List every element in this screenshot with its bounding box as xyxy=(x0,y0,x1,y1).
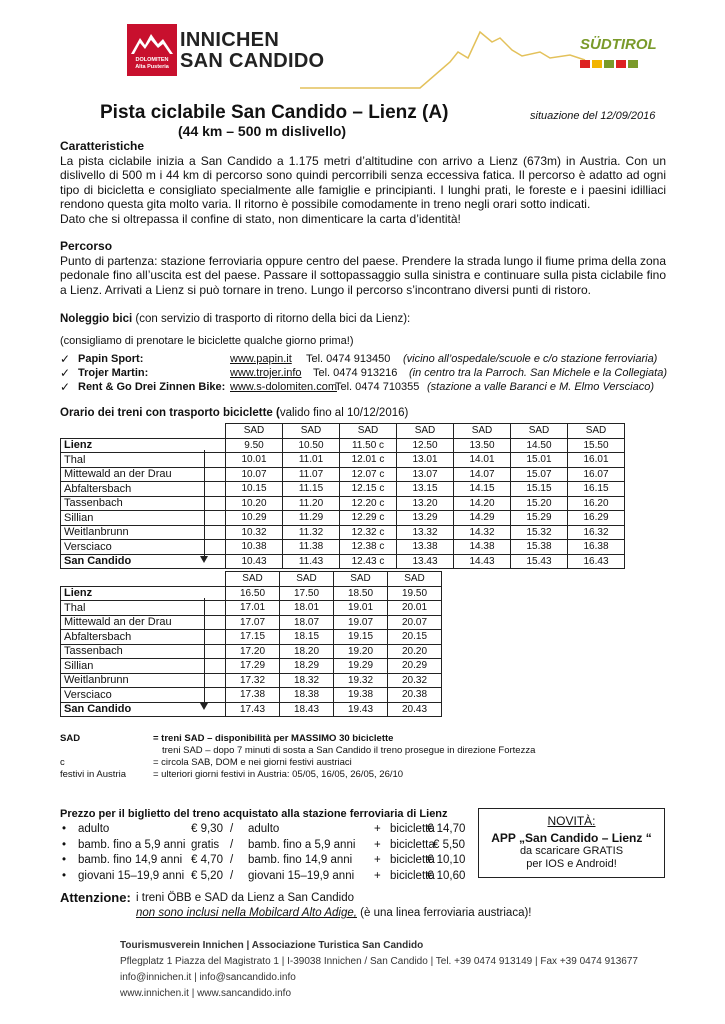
novita-line2: per IOS e Android! xyxy=(526,857,617,870)
shop-note: (in centro tra la Parroch. San Michele e la Collegiata) xyxy=(409,367,668,379)
time-cell: 11.43 xyxy=(283,554,340,569)
dolomiten-logo xyxy=(127,24,177,76)
time-cell: 13.38 xyxy=(397,540,454,555)
time-cell: 19.38 xyxy=(334,688,388,703)
time-cell: 17.50 xyxy=(280,586,334,601)
time-cell: 14.15 xyxy=(454,482,511,497)
station-cell: Lienz xyxy=(61,438,226,453)
footer xyxy=(120,938,638,1002)
station-cell: Lienz xyxy=(61,586,226,601)
suedtirol-stripes-icon xyxy=(580,60,642,68)
station-cell: Mittewald an der Drau xyxy=(61,615,226,630)
shop-note: (stazione a valle Baranci e M. Elmo Versciaco) xyxy=(427,381,655,393)
table-row xyxy=(61,615,442,630)
time-cell: 20.01 xyxy=(388,601,442,616)
time-cell: 20.32 xyxy=(388,673,442,688)
timetable-1 xyxy=(60,423,625,569)
price-total: € 10,60 xyxy=(427,869,466,882)
time-cell: 15.07 xyxy=(511,467,568,482)
header-blank-cell xyxy=(61,424,226,439)
table-row xyxy=(61,467,625,482)
time-cell: 13.43 xyxy=(397,554,454,569)
time-cell: 10.20 xyxy=(226,496,283,511)
bullet-icon: • xyxy=(62,854,67,866)
bike-label: bicicletta xyxy=(390,869,435,882)
prices-heading: Prezzo per il biglietto del treno acquistato alla stazione ferroviaria di Lienz xyxy=(60,808,448,820)
characteristics-text: La pista ciclabile inizia a San Candido a 1.175 metri d’altitudine con arrivo a Lienz (673m) in Austria. Con un dislivello di 500 m i 44 km di percorso sono quindi percorribili senza eccessiva fatica. Il percorso è adatto ad ogni tipo di bicicletta e consigliato specialmente alle famiglie e principianti. I lunghi prati, le foreste e i paesini idilliaci rendono questa gita molto varia. Il ritorno è possibile comodamente in treno negli orari sotto indicati. xyxy=(60,153,666,211)
time-cell: 15.29 xyxy=(511,511,568,526)
time-cell: 19.29 xyxy=(334,659,388,674)
footer-web: www.innichen.it | www.sancandido.info xyxy=(120,988,292,999)
plus-sign: + xyxy=(374,869,381,882)
station-cell: Tassenbach xyxy=(61,644,226,659)
attention-line1: i treni ÖBB e SAD da Lienz a San Candido xyxy=(136,892,354,904)
bullet-icon: • xyxy=(62,838,67,851)
price-category-2: adulto xyxy=(248,823,280,835)
station-cell: Mittewald an der Drau xyxy=(61,467,226,482)
time-cell: 16.15 xyxy=(568,482,625,497)
time-cell: 14.32 xyxy=(454,525,511,540)
time-cell: 14.07 xyxy=(454,467,511,482)
legend-key: festivi in Austria xyxy=(60,769,126,780)
time-cell: 12.20 c xyxy=(340,496,397,511)
time-cell: 16.32 xyxy=(568,525,625,540)
time-cell: 16.20 xyxy=(568,496,625,511)
novita-box xyxy=(478,808,665,878)
logo-text-alta-pusteria: Alta Pusteria xyxy=(135,64,169,70)
station-cell: Versciaco xyxy=(61,688,226,703)
table-row xyxy=(61,453,625,468)
time-cell: 9.50 xyxy=(226,438,283,453)
price-category: bamb. fino a 5,9 anni xyxy=(78,838,186,851)
time-cell: 13.29 xyxy=(397,511,454,526)
characteristics-heading: Caratteristiche xyxy=(60,139,145,153)
table-row xyxy=(61,673,442,688)
shop-name: Rent & Go Drei Zinnen Bike: xyxy=(78,381,226,393)
header-blank-cell xyxy=(61,572,226,587)
legend-desc: = ulteriori giorni festivi in Austria: 05/05, 16/05, 26/05, 26/10 xyxy=(153,769,404,780)
attention-line2-underlined: non sono inclusi nella Mobilcard Alto Adige, xyxy=(136,907,357,919)
time-cell: 16.43 xyxy=(568,554,625,569)
table-row xyxy=(61,586,442,601)
time-cell: 20.38 xyxy=(388,688,442,703)
table-row xyxy=(61,540,625,555)
time-cell: 20.07 xyxy=(388,615,442,630)
time-cell: 18.15 xyxy=(280,630,334,645)
table-row xyxy=(61,688,442,703)
station-cell: Tassenbach xyxy=(61,496,226,511)
time-cell: 14.50 xyxy=(511,438,568,453)
time-cell: 18.32 xyxy=(280,673,334,688)
time-cell: 11.38 xyxy=(283,540,340,555)
time-cell: 16.01 xyxy=(568,453,625,468)
time-cell: 13.01 xyxy=(397,453,454,468)
operator-header-cell: SAD xyxy=(454,424,511,439)
mountains-icon xyxy=(131,32,173,54)
time-cell: 10.38 xyxy=(226,540,283,555)
price-total: € 10,10 xyxy=(427,854,466,866)
time-cell: 11.50 c xyxy=(340,438,397,453)
time-cell: 15.20 xyxy=(511,496,568,511)
time-cell: 20.15 xyxy=(388,630,442,645)
time-cell: 12.15 c xyxy=(340,482,397,497)
time-cell: 15.32 xyxy=(511,525,568,540)
time-cell: 17.29 xyxy=(226,659,280,674)
time-cell: 20.29 xyxy=(388,659,442,674)
time-cell: 19.01 xyxy=(334,601,388,616)
time-cell: 11.29 xyxy=(283,511,340,526)
price-separator: / xyxy=(230,854,234,866)
time-cell: 15.38 xyxy=(511,540,568,555)
plus-sign: + xyxy=(374,838,381,851)
footer-org: Tourismusverein Innichen | Associazione Turistica San Candido xyxy=(120,940,424,951)
time-cell: 12.38 c xyxy=(340,540,397,555)
route-heading: Percorso xyxy=(60,239,113,253)
time-cell: 19.50 xyxy=(388,586,442,601)
table-row xyxy=(61,482,625,497)
time-cell: 19.32 xyxy=(334,673,388,688)
operator-header-cell: SAD xyxy=(340,424,397,439)
station-cell: San Candido xyxy=(61,554,226,569)
table-row xyxy=(61,554,625,569)
time-cell: 10.15 xyxy=(226,482,283,497)
novita-app: APP „San Candido – Lienz “ xyxy=(491,830,652,845)
time-cell: 16.50 xyxy=(226,586,280,601)
time-cell: 14.29 xyxy=(454,511,511,526)
page-title: Pista ciclabile San Candido – Lienz (A) xyxy=(100,102,449,123)
time-cell: 16.07 xyxy=(568,467,625,482)
time-cell: 11.20 xyxy=(283,496,340,511)
time-cell: 18.01 xyxy=(280,601,334,616)
time-cell: 19.20 xyxy=(334,644,388,659)
shop-phone: Tel. 0474 913216 xyxy=(313,367,398,379)
shop-phone: Tel. 0474 710355 xyxy=(335,381,420,393)
time-cell: 20.20 xyxy=(388,644,442,659)
table-row xyxy=(61,496,625,511)
time-cell: 12.07 c xyxy=(340,467,397,482)
operator-header-cell: SAD xyxy=(511,424,568,439)
time-cell: 18.50 xyxy=(334,586,388,601)
price-category-2: giovani 15–19,9 anni xyxy=(248,869,355,882)
station-cell: Weitlanbrunn xyxy=(61,673,226,688)
time-cell: 14.43 xyxy=(454,554,511,569)
price-value: € 9,30 xyxy=(191,823,223,835)
time-cell: 18.43 xyxy=(280,702,334,717)
shop-link[interactable]: www.trojer.info xyxy=(230,367,302,379)
price-category-2: bamb. fino a 5,9 anni xyxy=(248,838,356,851)
time-cell: 11.32 xyxy=(283,525,340,540)
characteristics-note: Dato che si oltrepassa il confine di stato, non dimenticare la carta d’identità! xyxy=(60,211,461,226)
direction-line xyxy=(204,450,205,557)
time-cell: 20.43 xyxy=(388,702,442,717)
legend-desc: treni SAD – dopo 7 minuti di sosta a San Candido il treno prosegue in direzione Fortezza xyxy=(162,745,536,756)
price-category: giovani 15–19,9 anni xyxy=(78,869,185,882)
time-cell: 16.38 xyxy=(568,540,625,555)
suedtirol-logo: SÜDTIROL xyxy=(580,36,657,53)
check-icon: ✓ xyxy=(60,352,71,366)
table-row xyxy=(61,525,625,540)
bullet-icon: • xyxy=(62,823,67,835)
characteristics-section xyxy=(60,139,666,226)
status-date: situazione del 12/09/2016 xyxy=(530,110,656,122)
check-icon: ✓ xyxy=(60,366,71,380)
time-cell: 12.01 c xyxy=(340,453,397,468)
time-cell: 17.15 xyxy=(226,630,280,645)
operator-header-cell: SAD xyxy=(226,424,283,439)
operator-header-cell: SAD xyxy=(388,572,442,587)
time-cell: 10.07 xyxy=(226,467,283,482)
station-cell: Thal xyxy=(61,601,226,616)
timetable-heading-row xyxy=(60,406,666,421)
time-cell: 16.29 xyxy=(568,511,625,526)
mountain-outline-icon xyxy=(300,10,590,90)
time-cell: 18.29 xyxy=(280,659,334,674)
time-cell: 12.43 c xyxy=(340,554,397,569)
route-text: Punto di partenza: stazione ferroviaria oppure centro del paese. Prendere la strada lungo il fiume prima della zona pedonale fino all’uscita est del paese. Passare il sottopassaggio sulla sinistra e continuare sulla pista ciclabile fino a Lienz. Arrivati a Lienz si può tornare in treno. Lungo il percorso s’incontrano diversi punti di ristoro. xyxy=(60,253,666,297)
time-cell: 12.29 c xyxy=(340,511,397,526)
time-cell: 17.38 xyxy=(226,688,280,703)
plus-sign: + xyxy=(374,854,381,866)
table-row xyxy=(61,601,442,616)
time-cell: 18.20 xyxy=(280,644,334,659)
time-cell: 13.32 xyxy=(397,525,454,540)
time-cell: 15.01 xyxy=(511,453,568,468)
price-category-2: bamb. fino 14,9 anni xyxy=(248,854,353,866)
time-cell: 18.07 xyxy=(280,615,334,630)
timetable-heading-rest: valido fino al 10/12/2016) xyxy=(279,407,409,419)
price-category: bamb. fino 14,9 anni xyxy=(78,854,183,866)
time-cell: 15.43 xyxy=(511,554,568,569)
operator-header-cell: SAD xyxy=(280,572,334,587)
time-cell: 14.38 xyxy=(454,540,511,555)
footer-address: Pflegplatz 1 Piazza del Magistrato 1 | I-39038 Innichen / San Candido | Tel. +39 0474 913149 | Fax +39 0474 913677 xyxy=(120,956,638,967)
price-value: € 5,20 xyxy=(191,869,223,882)
station-cell: Sillian xyxy=(61,511,226,526)
price-category: adulto xyxy=(78,823,110,835)
price-total: € 5,50 xyxy=(433,838,465,851)
shop-phone: Tel. 0474 913450 xyxy=(306,353,391,365)
table-row xyxy=(61,659,442,674)
direction-line xyxy=(204,598,205,704)
legend-key: c xyxy=(60,757,65,768)
shop-note: (vicino all’ospedale/scuole e c/o stazione ferroviaria) xyxy=(403,353,658,365)
time-cell: 19.15 xyxy=(334,630,388,645)
check-icon: ✓ xyxy=(60,380,71,394)
time-cell: 11.01 xyxy=(283,453,340,468)
operator-header-cell: SAD xyxy=(334,572,388,587)
timetable-heading: Orario dei treni con trasporto biciclette ( xyxy=(60,407,280,419)
station-cell: Thal xyxy=(61,453,226,468)
bike-label: bicicletta xyxy=(390,854,435,866)
time-cell: 10.32 xyxy=(226,525,283,540)
table-header-row xyxy=(61,424,625,439)
time-cell: 12.50 xyxy=(397,438,454,453)
table-row xyxy=(61,438,625,453)
operator-header-cell: SAD xyxy=(397,424,454,439)
time-cell: 17.01 xyxy=(226,601,280,616)
plus-sign: + xyxy=(374,823,381,835)
time-cell: 13.20 xyxy=(397,496,454,511)
page-subtitle: (44 km – 500 m dislivello) xyxy=(178,123,347,139)
time-cell: 18.38 xyxy=(280,688,334,703)
bike-label: bicicletta xyxy=(390,823,435,835)
station-cell: Sillian xyxy=(61,659,226,674)
legend-key: SAD xyxy=(60,733,81,744)
shop-name: Trojer Martin: xyxy=(78,367,149,379)
time-cell: 11.07 xyxy=(283,467,340,482)
station-cell: Weitlanbrunn xyxy=(61,525,226,540)
operator-header-cell: SAD xyxy=(226,572,280,587)
table-row xyxy=(61,630,442,645)
footer-email: info@innichen.it | info@sancandido.info xyxy=(120,972,296,983)
novita-title: NOVITÀ: xyxy=(547,814,596,828)
time-cell: 17.43 xyxy=(226,702,280,717)
time-cell: 19.07 xyxy=(334,615,388,630)
time-cell: 14.20 xyxy=(454,496,511,511)
time-cell: 17.32 xyxy=(226,673,280,688)
time-cell: 10.29 xyxy=(226,511,283,526)
time-cell: 13.15 xyxy=(397,482,454,497)
price-separator: / xyxy=(230,869,234,882)
time-cell: 10.43 xyxy=(226,554,283,569)
bike-label: bicicletta xyxy=(390,838,435,851)
arrow-down-icon xyxy=(200,703,208,710)
brand-line-innichen: INNICHEN xyxy=(180,29,280,51)
operator-header-cell: SAD xyxy=(283,424,340,439)
station-cell: Abfaltersbach xyxy=(61,482,226,497)
time-cell: 15.50 xyxy=(568,438,625,453)
rental-section xyxy=(60,312,666,327)
price-separator: / xyxy=(230,823,234,835)
time-cell: 19.43 xyxy=(334,702,388,717)
price-total: € 14,70 xyxy=(427,823,466,835)
rental-advice: (consigliamo di prenotare le biciclette qualche giorno prima!) xyxy=(60,335,354,347)
attention-label: Attenzione: xyxy=(60,890,131,905)
table-row xyxy=(61,644,442,659)
time-cell: 14.01 xyxy=(454,453,511,468)
legend-desc: = treni SAD – disponibilità per MASSIMO 30 biciclette xyxy=(153,733,394,744)
table-header-row xyxy=(61,572,442,587)
station-cell: San Candido xyxy=(61,702,226,717)
time-cell: 13.07 xyxy=(397,467,454,482)
time-cell: 13.50 xyxy=(454,438,511,453)
time-cell: 10.01 xyxy=(226,453,283,468)
price-value: gratis xyxy=(191,838,220,851)
novita-line1: da scaricare GRATIS xyxy=(519,845,624,857)
time-cell: 17.20 xyxy=(226,644,280,659)
attention-line2-rest: (è una linea ferroviaria austriaca)! xyxy=(356,907,532,919)
station-cell: Versciaco xyxy=(61,540,226,555)
table-row xyxy=(61,702,442,717)
legend-desc: = circola SAB, DOM e nei giorni festivi austriaci xyxy=(153,757,352,768)
rental-heading-rest: (con servizio di trasporto di ritorno della bici da Lienz): xyxy=(132,313,411,325)
station-cell: Abfaltersbach xyxy=(61,630,226,645)
logo-text-dolomiten: DOLOMITEN xyxy=(135,57,169,63)
time-cell: 17.07 xyxy=(226,615,280,630)
arrow-down-icon xyxy=(200,556,208,563)
table-row xyxy=(61,511,625,526)
route-section xyxy=(60,239,666,297)
time-cell: 15.15 xyxy=(511,482,568,497)
price-separator: / xyxy=(230,838,234,851)
time-cell: 10.50 xyxy=(283,438,340,453)
bullet-icon: • xyxy=(62,869,67,882)
shop-name: Papin Sport: xyxy=(78,353,144,365)
time-cell: 11.15 xyxy=(283,482,340,497)
operator-header-cell: SAD xyxy=(568,424,625,439)
shop-link[interactable]: www.papin.it xyxy=(230,353,292,365)
brand-line-san-candido: SAN CANDIDO xyxy=(180,50,325,72)
time-cell: 12.32 c xyxy=(340,525,397,540)
timetable-2 xyxy=(60,571,442,717)
shop-link[interactable]: www.s-dolomiten.com xyxy=(230,381,337,393)
rental-heading: Noleggio bici xyxy=(60,313,133,325)
price-value: € 4,70 xyxy=(191,854,223,866)
